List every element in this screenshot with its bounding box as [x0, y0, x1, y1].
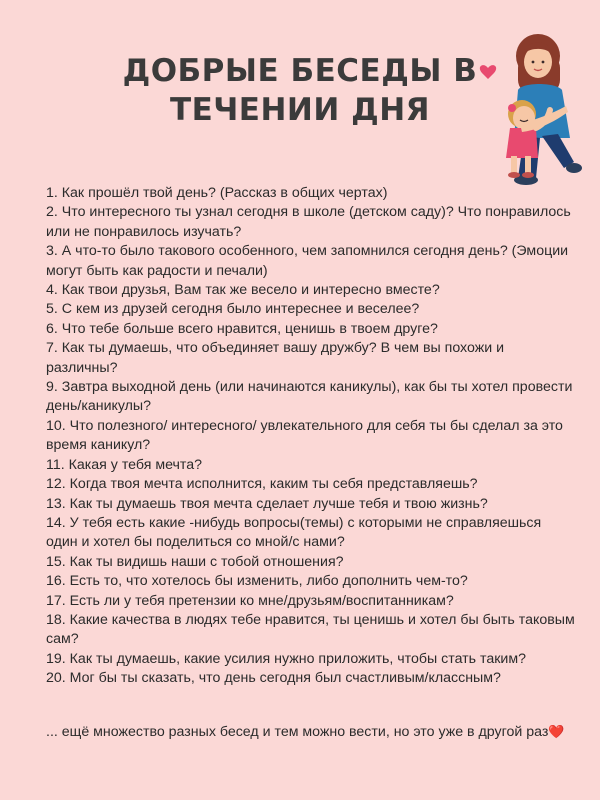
question-item: 11. Какая у тебя мечта? — [46, 456, 203, 473]
question-item: 18. Какие качества в людях тебе нравится, ты ценишь и хотел бы быть таковым сам? — [46, 611, 575, 648]
heart-icon: ❤️ — [548, 724, 565, 739]
mother-hugging-child-icon — [478, 28, 590, 188]
question-item: 10. Что полезного/ интересного/ увлекательного для себя ты бы сделал за это время каникул? — [46, 417, 563, 454]
question-item: 4. Как твои друзья, Вам так же весело и интересно вместе? — [46, 282, 440, 299]
question-item: 19. Как ты думаешь, какие усилия нужно приложить, чтобы стать таким? — [46, 650, 526, 667]
outro-paragraph — [46, 722, 576, 742]
question-item: 13. Как ты думаешь твоя мечта сделает лучше тебя и твою жизнь? — [46, 495, 488, 512]
question-item: 12. Когда твоя мечта исполнится, каким ты себя представляешь? — [46, 476, 478, 493]
question-item: 2. Что интересного ты узнал сегодня в школе (детском саду)? Что понравилось или не понравилось изучать? — [46, 204, 571, 240]
outro-text: ... ещё множество разных бесед и тем можно вести, но это уже в другой раз — [46, 724, 549, 740]
title-line-2: ТЕЧЕНИИ ДНЯ — [169, 92, 431, 128]
questions-list — [46, 184, 576, 689]
title-line-1: ДОБРЫЕ БЕСЕДЫ В — [122, 53, 478, 89]
question-item: 5. С кем из друзей сегодня было интереснее и веселее? — [46, 301, 420, 318]
question-item: 3. А что-то было такового особенного, чем запомнился сегодня день? (Эмоции могут быть как радости и печали) — [46, 243, 569, 279]
question-item: 20. Мог бы ты сказать, что день сегодня был счастливым/классным? — [46, 670, 501, 687]
question-item: 9. Завтра выходной день (или начинаются каникулы), как бы ты хотел провести день/каникулы? — [46, 379, 573, 415]
question-item: 6. Что тебе больше всего нравится, ценишь в твоем друге? — [46, 320, 438, 337]
question-item: 7. Как ты думаешь, что объединяет вашу дружбу? В чем вы похожи и различны? — [46, 340, 505, 376]
question-item: 1. Как прошёл твой день? (Рассказ в общих чертах) — [46, 185, 388, 201]
question-item: 17. Есть ли у тебя претензии ко мне/друзьям/воспитанникам? — [46, 592, 454, 609]
question-item: 14. У тебя есть какие -нибудь вопросы(темы) с которыми не справляешься один и хотел бы поделиться со мной/с нами? — [46, 514, 542, 551]
question-item: 16. Есть то, что хотелось бы изменить, либо дополнить чем-то? — [46, 573, 468, 590]
page-title — [100, 52, 500, 130]
question-item: 15. Как ты видишь наши с тобой отношения? — [46, 553, 344, 570]
